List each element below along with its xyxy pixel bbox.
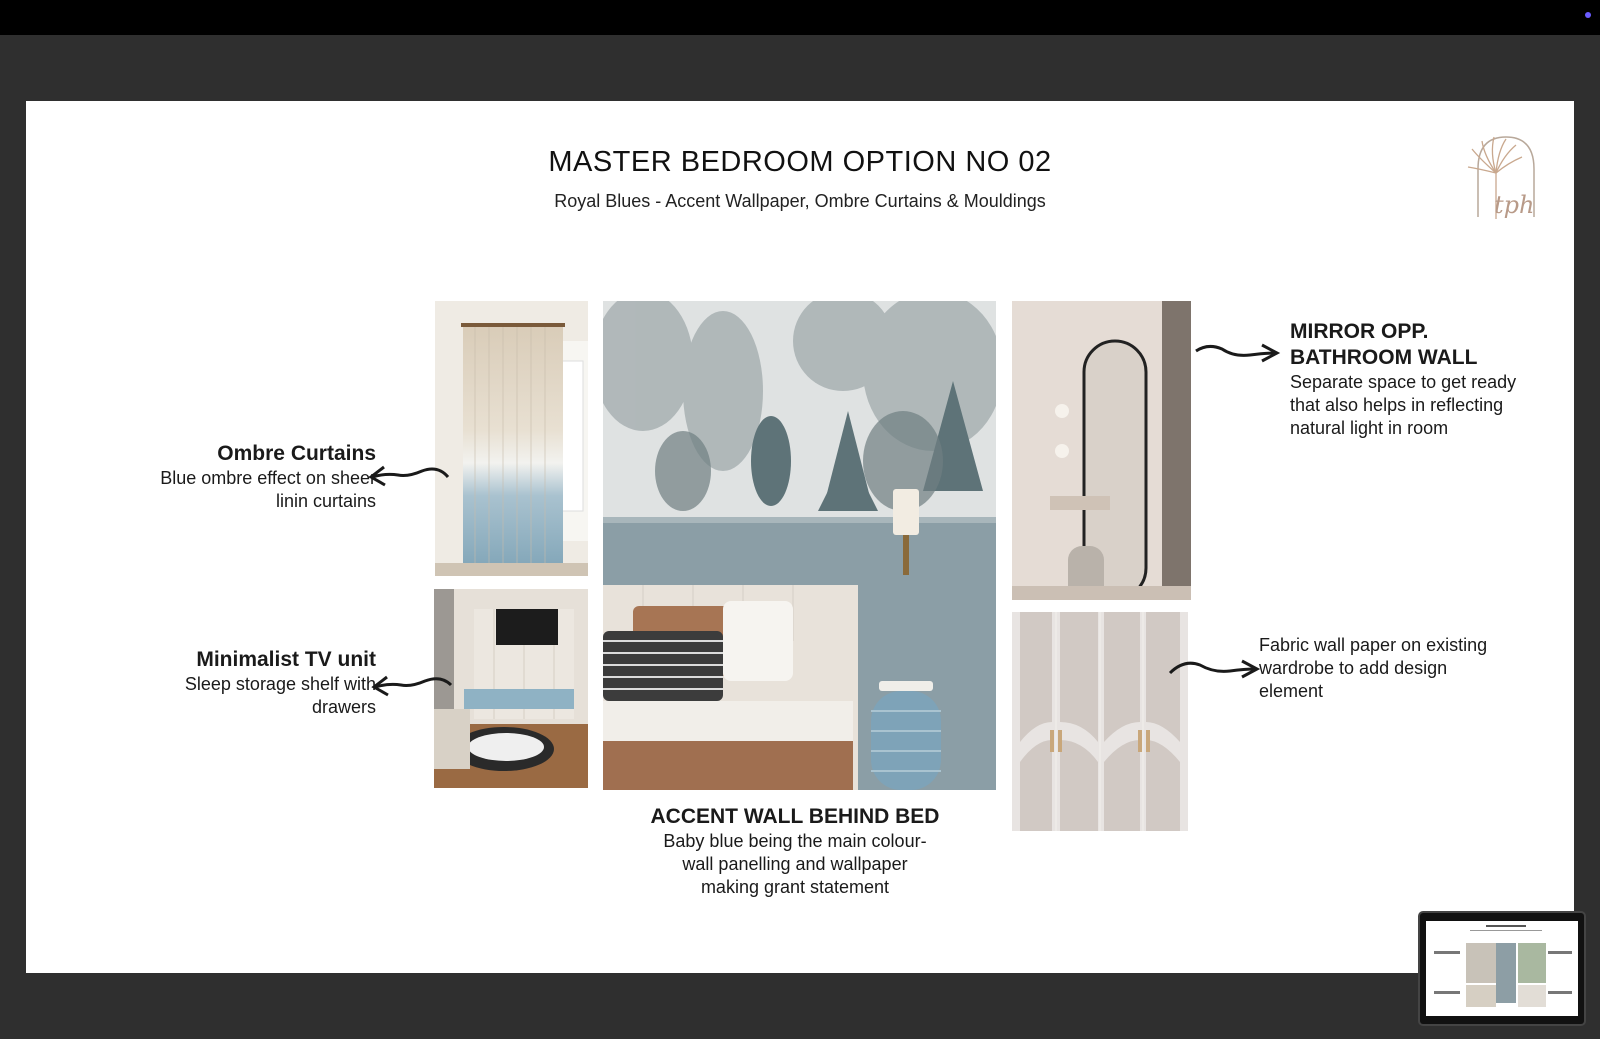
curtains-heading: Ombre Curtains [217, 442, 376, 465]
mirror-photo [1012, 301, 1191, 600]
tv-text-line: Sleep storage shelf with [184, 674, 376, 694]
hand-drawn-arrow-icon [368, 463, 450, 489]
wardrobe-text-line: element [1259, 681, 1324, 701]
curtains-text-line: Blue ombre effect on sheer [160, 468, 376, 488]
curtains-text-line: linin curtains [275, 491, 376, 511]
accent-wall-caption [635, 804, 955, 899]
tv-caption [106, 647, 376, 719]
wardrobe-caption [1259, 634, 1539, 703]
mirror-heading: MIRROR OPP. [1290, 320, 1429, 343]
mirror-caption [1290, 319, 1560, 440]
slide-subtitle: Royal Blues - Accent Wallpaper, Ombre Curtains & Mouldings [554, 191, 1046, 211]
slide-thumbnail[interactable] [1420, 913, 1584, 1024]
hand-drawn-arrow-icon [371, 673, 453, 699]
mirror-text-line: natural light in room [1290, 418, 1449, 438]
hand-drawn-arrow-icon [1194, 341, 1280, 367]
tv-unit-photo [434, 589, 588, 788]
svg-text:tph: tph [1494, 191, 1535, 219]
hand-drawn-arrow-icon [1168, 657, 1260, 683]
accent-wall-bed-photo [603, 301, 996, 790]
accent-wall-text-line: wall panelling and wallpaper [682, 854, 908, 874]
slide-thumbnail-preview [1426, 921, 1578, 1016]
recording-dot-icon [1585, 12, 1591, 18]
wardrobe-text-line: wardrobe to add design [1259, 658, 1448, 678]
accent-wall-text-line: making grant statement [700, 877, 890, 897]
mirror-text-line: Separate space to get ready [1290, 372, 1517, 392]
palm-arch-logo-icon [1460, 129, 1552, 227]
slide-title: MASTER BEDROOM OPTION NO 02 [548, 146, 1052, 178]
accent-wall-text-line: Baby blue being the main colour- [663, 831, 927, 851]
top-bar [0, 0, 1600, 35]
ombre-curtains-photo [435, 301, 588, 576]
curtains-caption [106, 441, 376, 513]
presentation-slide [26, 101, 1574, 973]
tv-heading: Minimalist TV unit [196, 648, 376, 671]
mirror-text-line: that also helps in reflecting [1290, 395, 1504, 415]
accent-wall-heading: ACCENT WALL BEHIND BED [650, 805, 940, 828]
wardrobe-text-line: Fabric wall paper on existing [1259, 635, 1488, 655]
wardrobe-photo [1012, 612, 1188, 831]
mirror-heading: BATHROOM WALL [1290, 346, 1478, 369]
tv-text-line: drawers [311, 697, 376, 717]
